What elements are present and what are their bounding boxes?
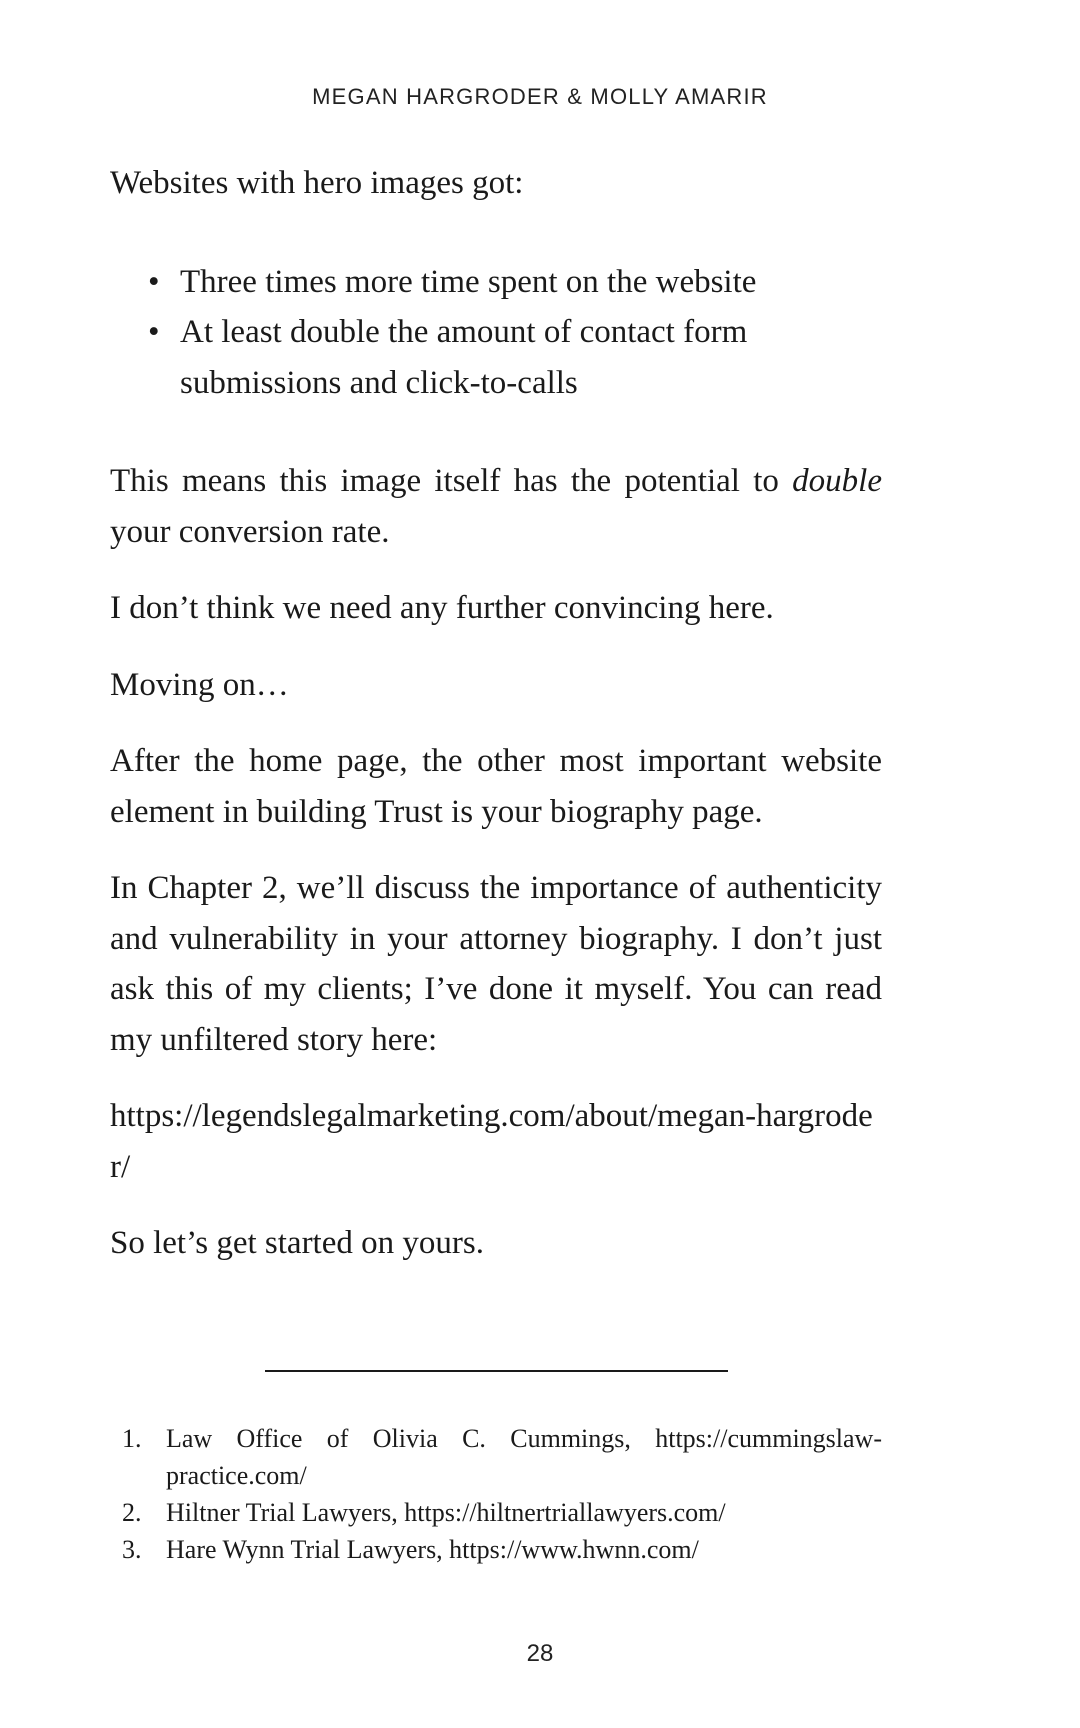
emphasis-text: double — [792, 463, 882, 499]
bullet-icon: • — [148, 314, 160, 350]
paragraph-closing: So let’s get started on yours. — [110, 1225, 484, 1261]
paragraph-biography: After the home page, the other most important website element in building Trust is your biography page. — [110, 743, 882, 830]
paragraph-chapter-2: In Chapter 2, we’ll discuss the importance of authenticity and vulnerability in your attorney biography. I don’t just ask this of my clients; I’ve done it myself. You can read my unfiltered story here: — [110, 870, 882, 1058]
footnotes — [110, 1420, 882, 1568]
footnote-item — [110, 1531, 882, 1568]
footnote-number: 2. — [122, 1498, 142, 1527]
list-item-text: Three times more time spent on the website — [180, 263, 757, 300]
running-header: MEGAN HARGRODER & MOLLY AMARIR — [312, 84, 768, 109]
page-number: 28 — [526, 1640, 554, 1667]
footnote-item — [110, 1420, 882, 1494]
paragraph-moving-on: Moving on… — [110, 666, 289, 703]
paragraph-text: This means this image itself has the potential to — [110, 463, 793, 499]
paragraph-conversion — [110, 456, 882, 557]
footnote-item — [110, 1494, 882, 1531]
footnote-number: 1. — [122, 1424, 142, 1453]
intro-paragraph: Websites with hero images got: — [110, 165, 524, 201]
bullet-list — [110, 257, 882, 409]
footnote-number: 3. — [122, 1535, 142, 1564]
body-text — [110, 158, 882, 1295]
footnote-separator — [265, 1370, 728, 1372]
footnote-text: Law Office of Olivia C. Cummings, https://cummingslaw-practice.com/ — [166, 1424, 882, 1490]
paragraph-text: your conversion rate. — [110, 513, 390, 550]
list-item-text: At least double the amount of contact form submissions and click-to-calls — [180, 314, 748, 401]
list-item — [148, 307, 882, 408]
footnote-text: Hare Wynn Trial Lawyers, https://www.hwnn.com/ — [166, 1535, 699, 1564]
list-item — [148, 257, 882, 308]
footnote-text: Hiltner Trial Lawyers, https://hiltnertriallawyers.com/ — [166, 1498, 726, 1527]
story-link[interactable]: https://legendslegalmarketing.com/about/megan-hargroder/ — [110, 1098, 873, 1185]
paragraph-convincing: I don’t think we need any further convincing here. — [110, 590, 774, 626]
bullet-icon: • — [148, 263, 160, 300]
